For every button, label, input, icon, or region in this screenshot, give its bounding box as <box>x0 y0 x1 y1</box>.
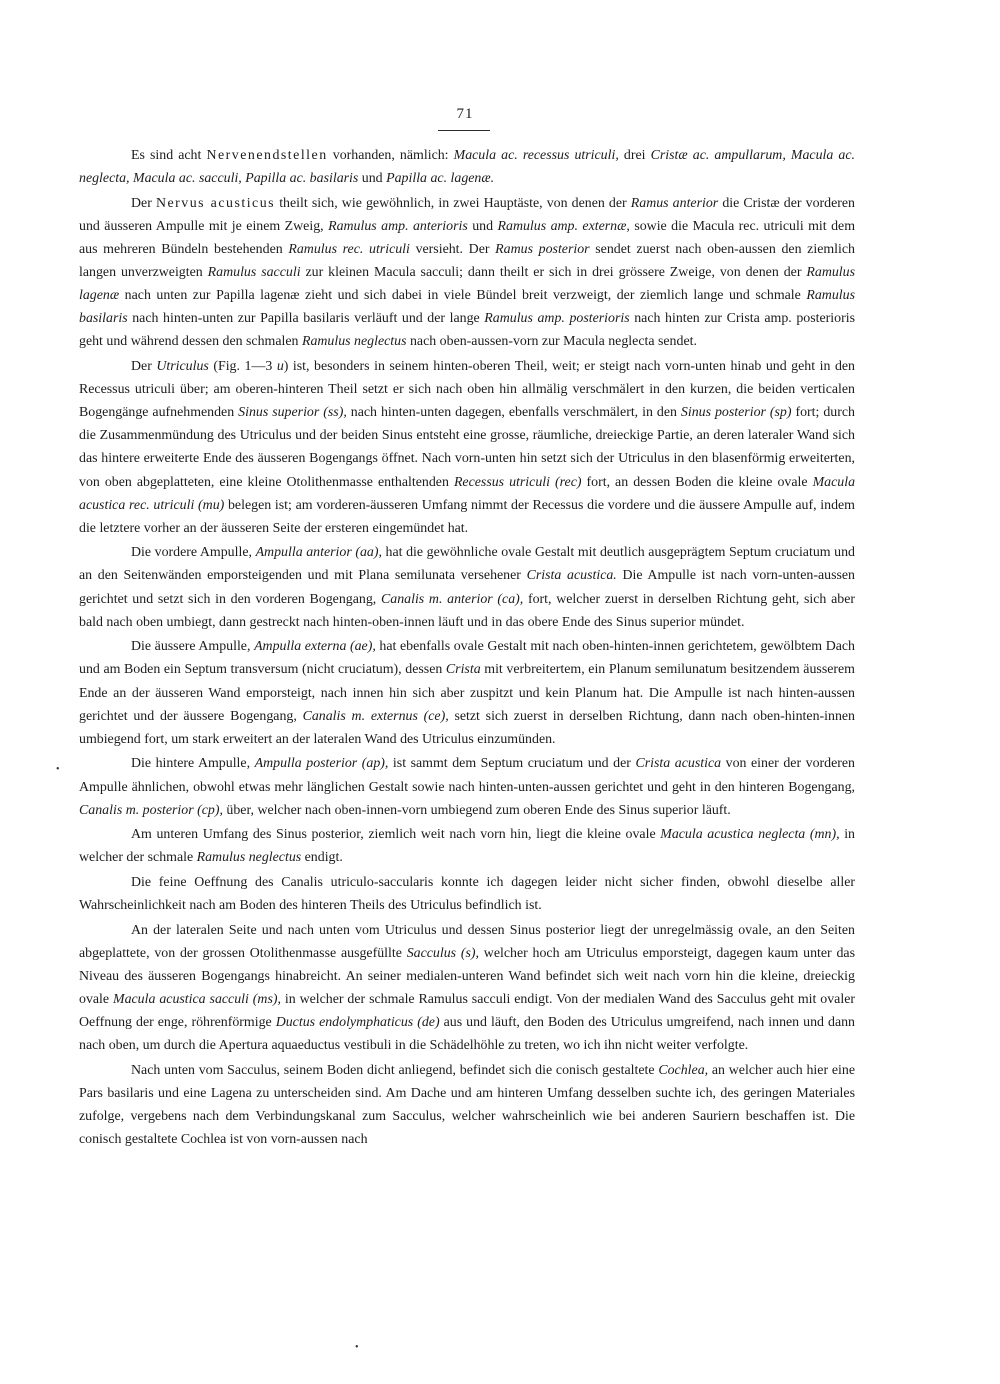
text-run-italic: Ampulla posterior (ap), <box>254 756 389 772</box>
text-run: Am unteren Umfang des Sinus posterior, ziemlich weit nach vorn hin, liegt die kleine ovale <box>131 827 661 843</box>
text-run: nach hinten-unten dagegen, ebenfalls verschmälert, in den <box>346 405 681 421</box>
text-run: endigt. <box>301 850 343 866</box>
text-run: mit verbreitertem, ein Planum semilunatum besitzendem äusserem Ende an der äusseren Wand emporsteigt, nach innen hin sich aber zuspitzt und kein Planum hat. Die Ampulle ist nach hinten-aussen gerichtet und der äussere Bogengang, <box>79 662 855 724</box>
text-run-italic: Sinus posterior (sp) <box>680 405 792 421</box>
text-run: und <box>358 171 387 187</box>
text-run: Die vordere Ampulle, <box>131 545 256 561</box>
text-run-italic: Ampulla anterior (aa), <box>255 545 382 561</box>
text-run-spaced: Nervenendstellen <box>206 148 328 163</box>
text-run: nach oben-aussen-vorn zur Macula neglecta sendet. <box>406 334 697 350</box>
text-run-italic: Cristæ ac. ampullarum, Macula ac. neglecta, Macula ac. sacculi, Papilla ac. basilaris <box>79 148 856 187</box>
text-run-italic: Cochlea, <box>658 1063 709 1078</box>
text-run: ) ist, besonders in seinem hinten-oberen Theil, weit; er steigt nach vorn-unten hinab und geht in den Recessus utriculi über; am oberen-hinteren Theil setzt er sich nach oben hin allmälig verschmälert in den kurzen, die beiden verticalen Bogengänge aufnehmenden <box>79 359 855 421</box>
text-run-italic: Ramulus sacculi <box>207 265 301 281</box>
text-run: belegen ist; am vorderen-äusseren Umfang nimmt der Recessus die vordere und die äussere Ampulle auf, indem die letztere vorher an der äusseren Seite der ersteren eingemündet hat. <box>79 497 855 536</box>
text-run: nach hinten-unten zur Papilla basilaris verläuft und der lange <box>127 311 485 327</box>
body-text <box>79 144 855 1151</box>
text-run: (Fig. 1—3 <box>208 359 277 375</box>
text-run-italic: Ramulus lagenæ <box>79 265 856 304</box>
text-run: aus und läuft, den Boden des Utriculus umgreifend, nach innen und dann nach oben, um durch die Apertura aquaeductus vestibuli in die Schädelhöhle zu treten, wo ich ihn nicht weiter verfolgte. <box>79 1015 855 1054</box>
paragraph-utriculus <box>79 355 855 540</box>
text-run-italic: Macula acustica sacculi (ms), <box>113 992 281 1008</box>
text-run-italic: Ramulus amp. anterioris <box>328 218 468 234</box>
text-run-italic: Ramus posterior <box>495 241 590 257</box>
text-run: sowie die Macula rec. utriculi mit dem aus mehreren Bündeln bestehenden <box>79 218 856 257</box>
text-run-italic: Crista acustica <box>635 756 722 772</box>
text-run-italic: Macula acustica neglecta (mn), <box>660 827 840 843</box>
text-run-italic: Ampulla externa (ae), <box>254 639 376 655</box>
text-run: nach hinten zur Crista amp. posterioris geht und während dessen den schmalen <box>79 311 855 350</box>
text-run: zur kleinen Macula sacculi; dann theilt er sich in drei grössere Zweige, von denen der <box>300 265 807 281</box>
text-run: und <box>467 218 498 234</box>
text-run: setzt sich zuerst in derselben Richtung, dann nach oben-hinten-innen umbiegend fort, um stark erweitert an der lateralen Wand des Utriculus einzumünden. <box>79 708 855 747</box>
text-run-italic: Ramulus neglectus <box>196 850 302 866</box>
text-run: theilt sich, wie gewöhnlich, in zwei Hauptäste, von denen der <box>275 195 631 211</box>
text-run: in welcher der schmale Ramulus sacculi endigt. Von der medialen Wand des Sacculus geht mit ovaler Oeffnung der enge, röhrenförmige <box>79 992 855 1031</box>
paragraph-macula-neglecta <box>79 823 855 869</box>
text-run: An der lateralen Seite und nach unten vom Utriculus und dessen Sinus posterior liegt der unregelmässig ovale, an den Seiten abgeplattete, von der grossen Otolithenmasse ausgefüllte <box>79 922 855 961</box>
text-run: hat ebenfalls ovale Gestalt mit nach oben-hinten-innen gerichtetem, gewölbtem Dach und am Boden ein Septum transversum (nicht cruciatum), dessen <box>79 639 855 678</box>
text-run: Es sind acht <box>131 148 207 163</box>
text-run-italic: Ramulus basilaris <box>79 288 855 327</box>
text-run: drei <box>618 148 651 163</box>
text-run: die Cristæ der vorderen und äusseren Ampulle mit je einem Zweig, <box>79 195 855 234</box>
text-run: Die äussere Ampulle, <box>131 639 255 655</box>
text-run: Die feine Oeffnung des Canalis utriculo-saccularis konnte ich dagegen leider nicht sicher finden, obwohl dieselbe aller Wahrscheinlichkeit nach am Boden des hinteren Theils des Utriculus befindlich ist. <box>79 875 855 914</box>
text-run: fort; durch die Zusammenmündung des Utriculus und der beiden Sinus entsteht eine grosse, räumliche, dreieckige Partie, an deren lateraler Wand sich das hintere erweiterte Ende des äusseren Bogengangs öffnet. Nach vorn-unten hin setzt sich der Utriculus in den blasenförmig erweiterten, von oben abgeplatteten, eine kleine Otolithenmasse enthaltenden <box>79 405 855 490</box>
text-run-italic: Papilla ac. lagenæ. <box>386 171 495 187</box>
text-run: nach unten zur Papilla lagenæ zieht und sich dabei in viele Bündel breit verzweigt, der ziemlich lange und schmale <box>119 288 807 304</box>
text-run-italic: Recessus utriculi (rec) <box>453 474 582 490</box>
text-run: an welcher auch hier eine Pars basilaris und eine Lagena zu unterscheiden sind. Am Dache und am hinteren Umfang desselben suchte ich, des geringen Materiales zufolge, vergebens nach dem Verbindungskanal zum Sacculus, welcher wahrscheinlich wie bei anderen Sauriern beschaffen ist. Die conisch gestaltete Cochlea ist von vorn-aussen nach <box>79 1063 855 1148</box>
text-run-italic: Crista <box>445 662 481 678</box>
text-run-italic: Ramus anterior <box>630 195 719 211</box>
text-run-italic: Sacculus (s), <box>406 945 479 961</box>
paragraph-ampulla-posterior <box>79 752 855 821</box>
text-run-spaced: Nervus acusticus <box>155 195 276 211</box>
text-run: Die Ampulle ist nach vorn-unten-aussen gerichtet und setzt sich in den vorderen Bogengang, <box>79 568 856 607</box>
page-number: 71 <box>456 106 474 122</box>
text-run-italic: Ramulus amp. posterioris <box>484 311 630 327</box>
text-run: sendet zuerst nach oben-aussen den ziemlich langen unverzweigten <box>79 241 856 281</box>
text-run: welcher hoch am Utriculus emporsteigt, dagegen kaum unter das Niveau des äusseren Bogengangs hinabreicht. An seiner medialen-unteren Wand befindet sich weit nach vorn hin die kleine, dreieckig ovale <box>79 945 855 1008</box>
text-run: Die hintere Ampulle, <box>131 756 255 772</box>
text-run: fort, welcher zuerst in derselben Richtung geht, sich aber bald nach oben umbiegt, dann gestreckt nach hinten-oben-innen läuft und in das obere Ende des Sinus superior mündet. <box>79 591 856 630</box>
text-run: Der <box>131 359 157 375</box>
page-number-rule <box>438 130 490 131</box>
text-run: versieht. Der <box>409 241 496 257</box>
paragraph-ampulla-anterior <box>79 541 855 633</box>
text-run: vorhanden, nämlich: <box>327 148 454 163</box>
paragraph-ampulla-externa <box>79 635 855 750</box>
text-run-italic: Crista acustica. <box>526 568 617 584</box>
text-run-italic: Canalis m. externus (ce), <box>302 708 449 724</box>
text-run: Nach unten vom Sacculus, seinem Boden dicht anliegend, befindet sich die conisch gestaltete <box>131 1063 659 1078</box>
text-run-italic: u <box>276 359 284 375</box>
text-run-italic: Ramulus amp. externæ, <box>497 218 630 234</box>
text-run-italic: Canalis m. posterior (cp), <box>79 802 223 818</box>
text-run: von einer der vorderen Ampulle ähnlichen, obwohl etwas mehr länglichen Gestalt sowie nach hinten-unten-aussen gerichtet und geht in den hinteren Bogengang, <box>79 756 855 795</box>
text-run-italic: Ductus endolymphaticus (de) <box>275 1015 440 1031</box>
text-run-italic: Ramulus neglectus <box>301 334 407 350</box>
paragraph-canalis-utriculo-saccularis <box>79 871 855 917</box>
text-run: fort, an dessen Boden die kleine ovale <box>581 474 813 490</box>
text-run-italic: Sinus superior (ss), <box>238 405 347 421</box>
text-run-italic: Macula acustica rec. utriculi (mu) <box>79 474 856 513</box>
paragraph-nervus-acusticus <box>79 192 855 354</box>
paragraph-nerve-endings <box>79 144 855 190</box>
text-run: in welcher der schmale <box>79 827 855 866</box>
text-run-italic: Canalis m. anterior (ca), <box>380 591 524 607</box>
text-run: hat die gewöhnliche ovale Gestalt mit deutlich ausgeprägtem Septum cruciatum und an den Seitenwänden emporsteigenden und mit Plana semilunata versehener <box>79 545 855 584</box>
paragraph-cochlea <box>79 1059 855 1151</box>
text-run-italic: Utriculus <box>156 359 209 375</box>
margin-mark: • <box>56 764 60 775</box>
text-run-italic: Macula ac. recessus utriculi, <box>453 148 619 163</box>
text-run: über, welcher nach oben-innen-vorn umbiegend zum oberen Ende des Sinus superior läuft. <box>222 802 731 818</box>
text-run-italic: Ramulus rec. utriculi <box>288 241 410 257</box>
bottom-mark: • <box>355 1342 359 1353</box>
paragraph-sacculus <box>79 919 855 1058</box>
text-run: ist sammt dem Septum cruciatum und der <box>388 756 636 772</box>
text-run: Der <box>131 195 156 211</box>
